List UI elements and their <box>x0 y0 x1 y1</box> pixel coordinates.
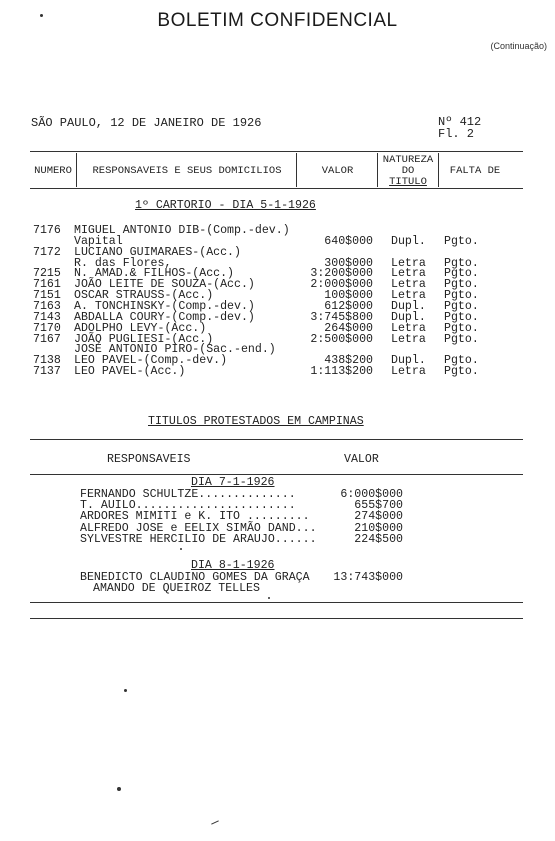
row-valor: 612$000 <box>324 299 373 313</box>
row-falta: Pgto. <box>444 332 479 346</box>
section2-header-rule <box>30 474 523 475</box>
row-natureza: Letra <box>391 289 426 303</box>
row-number: 7215 <box>33 267 61 281</box>
scan-speck <box>268 597 270 599</box>
table-header-bottom-rule <box>30 188 523 189</box>
row-valor: 438$200 <box>324 354 373 368</box>
item-responsavel: SYLVESTRE HERCILIO DE ARAUJO...... <box>80 532 317 546</box>
row-valor: 640$000 <box>324 234 373 248</box>
row-falta: Pgto. <box>444 289 479 303</box>
row-number: 7161 <box>33 278 61 292</box>
row-number: 7170 <box>33 321 61 335</box>
row-responsavel: ABDALLA COURY-(Comp.-dev.) <box>74 310 255 324</box>
row-number: 7143 <box>33 310 61 324</box>
row-responsavel: MIGUEL ANTONIO DIB-(Comp.-dev.) <box>74 224 290 237</box>
place-date: SÃO PAULO, 12 DE JANEIRO DE 1926 <box>31 116 262 130</box>
section2-title: TITULOS PROTESTADOS EM CAMPINAS <box>148 415 364 428</box>
list-item <box>0 523 555 534</box>
item-valor: 655$700 <box>354 499 403 513</box>
col-header-natureza-1: NATUREZA <box>382 154 434 166</box>
row-valor: 100$000 <box>324 289 373 303</box>
item-responsavel: FERNANDO SCHULTZE.............. <box>80 488 296 501</box>
row-valor: 3:200$000 <box>310 267 373 281</box>
row-responsavel: N. AMAD.& FILHOS-(Acc.) <box>74 267 235 281</box>
scan-speck <box>124 689 127 692</box>
bulletin-number: Nº 412 <box>438 115 482 129</box>
table-row <box>0 366 555 377</box>
row-responsavel: A. TONCHINSKY-(Comp.-dev.) <box>74 299 255 313</box>
closing-rule-2 <box>30 618 523 619</box>
item-valor: 274$000 <box>354 510 403 524</box>
col-header-responsaveis: RESPONSAVEIS E SEUS DOMICILIOS <box>92 165 282 177</box>
row-responsavel: JOÃO LEITE DE SOUZA-(Acc.) <box>74 278 255 292</box>
row-number: 7151 <box>33 289 61 303</box>
list-item <box>0 572 555 583</box>
scan-speck <box>180 548 182 550</box>
row-natureza: Letra <box>391 267 426 281</box>
row-responsavel: R. das Flores, <box>74 256 172 270</box>
row-responsavel: LEO PAVEL-(Acc.) <box>74 365 186 379</box>
row-falta: Pgto. <box>444 321 479 335</box>
table-row <box>0 323 555 334</box>
section2-top-rule <box>30 439 523 440</box>
row-number: 7137 <box>33 365 61 379</box>
row-responsavel: ADOLPHO LEVY-(Acc.) <box>74 321 207 335</box>
row-natureza: Dupl. <box>391 299 426 313</box>
col-header-valor: VALOR <box>321 165 354 177</box>
closing-rule-1 <box>30 602 523 603</box>
row-valor: 3:745$800 <box>310 310 373 324</box>
row-falta: Pgto. <box>444 310 479 324</box>
row-responsavel: OSCAR STRAUSS-(Acc.) <box>74 289 214 303</box>
row-number: 7172 <box>33 245 61 259</box>
row-number: 7138 <box>33 354 61 368</box>
row-responsavel: Vapital <box>74 234 123 248</box>
row-natureza: Dupl. <box>391 310 426 324</box>
item-valor: 6:000$000 <box>340 488 403 501</box>
continuation-note: (Continuação) <box>490 41 547 51</box>
row-natureza: Letra <box>391 365 426 379</box>
sheet-number: Fl. 2 <box>438 127 475 141</box>
item-responsavel: BENEDICTO CLAUDINO GOMES DA GRAÇA <box>80 571 310 584</box>
row-responsavel: JOÃO PUGLIESI-(Acc.) <box>74 332 214 346</box>
row-valor: 2:000$000 <box>310 278 373 292</box>
item-responsavel: AMANDO DE QUEIROZ TELLES <box>93 582 260 596</box>
row-valor: 300$000 <box>324 256 373 270</box>
section2-col-valor: VALOR <box>344 453 379 466</box>
col-divider-1 <box>76 153 77 187</box>
page-title: BOLETIM CONFIDENCIAL <box>157 10 398 31</box>
row-natureza: Letra <box>391 256 426 270</box>
row-number: 7167 <box>33 332 61 346</box>
section2-col-responsaveis: RESPONSAVEIS <box>107 453 191 466</box>
col-header-falta: FALTA DE <box>449 165 501 177</box>
section1-title: 1º CARTORIO - DIA 5-1-1926 <box>135 199 316 212</box>
list-item <box>0 583 555 594</box>
row-valor: 1:113$200 <box>310 365 373 379</box>
row-falta: Pgto. <box>444 267 479 281</box>
row-natureza: Letra <box>391 321 426 335</box>
item-responsavel: ALFREDO JOSE e EELIX SIMÃO DAND... <box>80 521 317 535</box>
item-valor: 210$000 <box>354 521 403 535</box>
row-falta: Pgto. <box>444 278 479 292</box>
day1-heading: DIA 7-1-1926 <box>191 476 275 489</box>
row-natureza: Dupl. <box>391 234 426 248</box>
col-divider-2 <box>296 153 297 187</box>
scan-mark <box>211 820 219 824</box>
row-number: 7176 <box>33 224 61 237</box>
row-natureza: Dupl. <box>391 354 426 368</box>
row-responsavel: LUCIANO GUIMARAES-(Acc.) <box>74 245 241 259</box>
item-valor: 13:743$000 <box>333 571 403 584</box>
list-item <box>0 534 555 545</box>
item-valor: 224$500 <box>354 532 403 546</box>
scan-speck <box>40 14 43 17</box>
row-falta: Pgto. <box>444 299 479 313</box>
col-header-natureza-3: TITULO <box>389 176 427 188</box>
col-header-numero: NUMERO <box>34 165 72 177</box>
row-valor: 264$000 <box>324 321 373 335</box>
row-responsavel: LEO PAVEL-(Comp.-dev.) <box>74 354 228 368</box>
list-item <box>0 511 555 522</box>
row-falta: Pgto. <box>444 256 479 270</box>
scan-speck <box>117 787 121 791</box>
item-responsavel: ARDORES MIMITI e K. ITO ......... <box>80 510 310 524</box>
row-natureza: Letra <box>391 332 426 346</box>
item-responsavel: T. AUILO....................... <box>80 499 296 513</box>
row-natureza: Letra <box>391 278 426 292</box>
row-responsavel: JOSÉ ANTONIO PIRO-(Sac.-end.) <box>74 343 276 357</box>
row-falta: Pgto. <box>444 365 479 379</box>
row-valor: 2:500$000 <box>310 332 373 346</box>
row-falta: Pgto. <box>444 234 479 248</box>
row-falta: Pgto. <box>444 354 479 368</box>
col-divider-4 <box>438 153 439 187</box>
day2-heading: DIA 8-1-1926 <box>191 559 275 572</box>
row-number: 7163 <box>33 299 61 313</box>
col-header-natureza-2: DO <box>401 165 415 177</box>
table-top-rule <box>30 151 523 152</box>
